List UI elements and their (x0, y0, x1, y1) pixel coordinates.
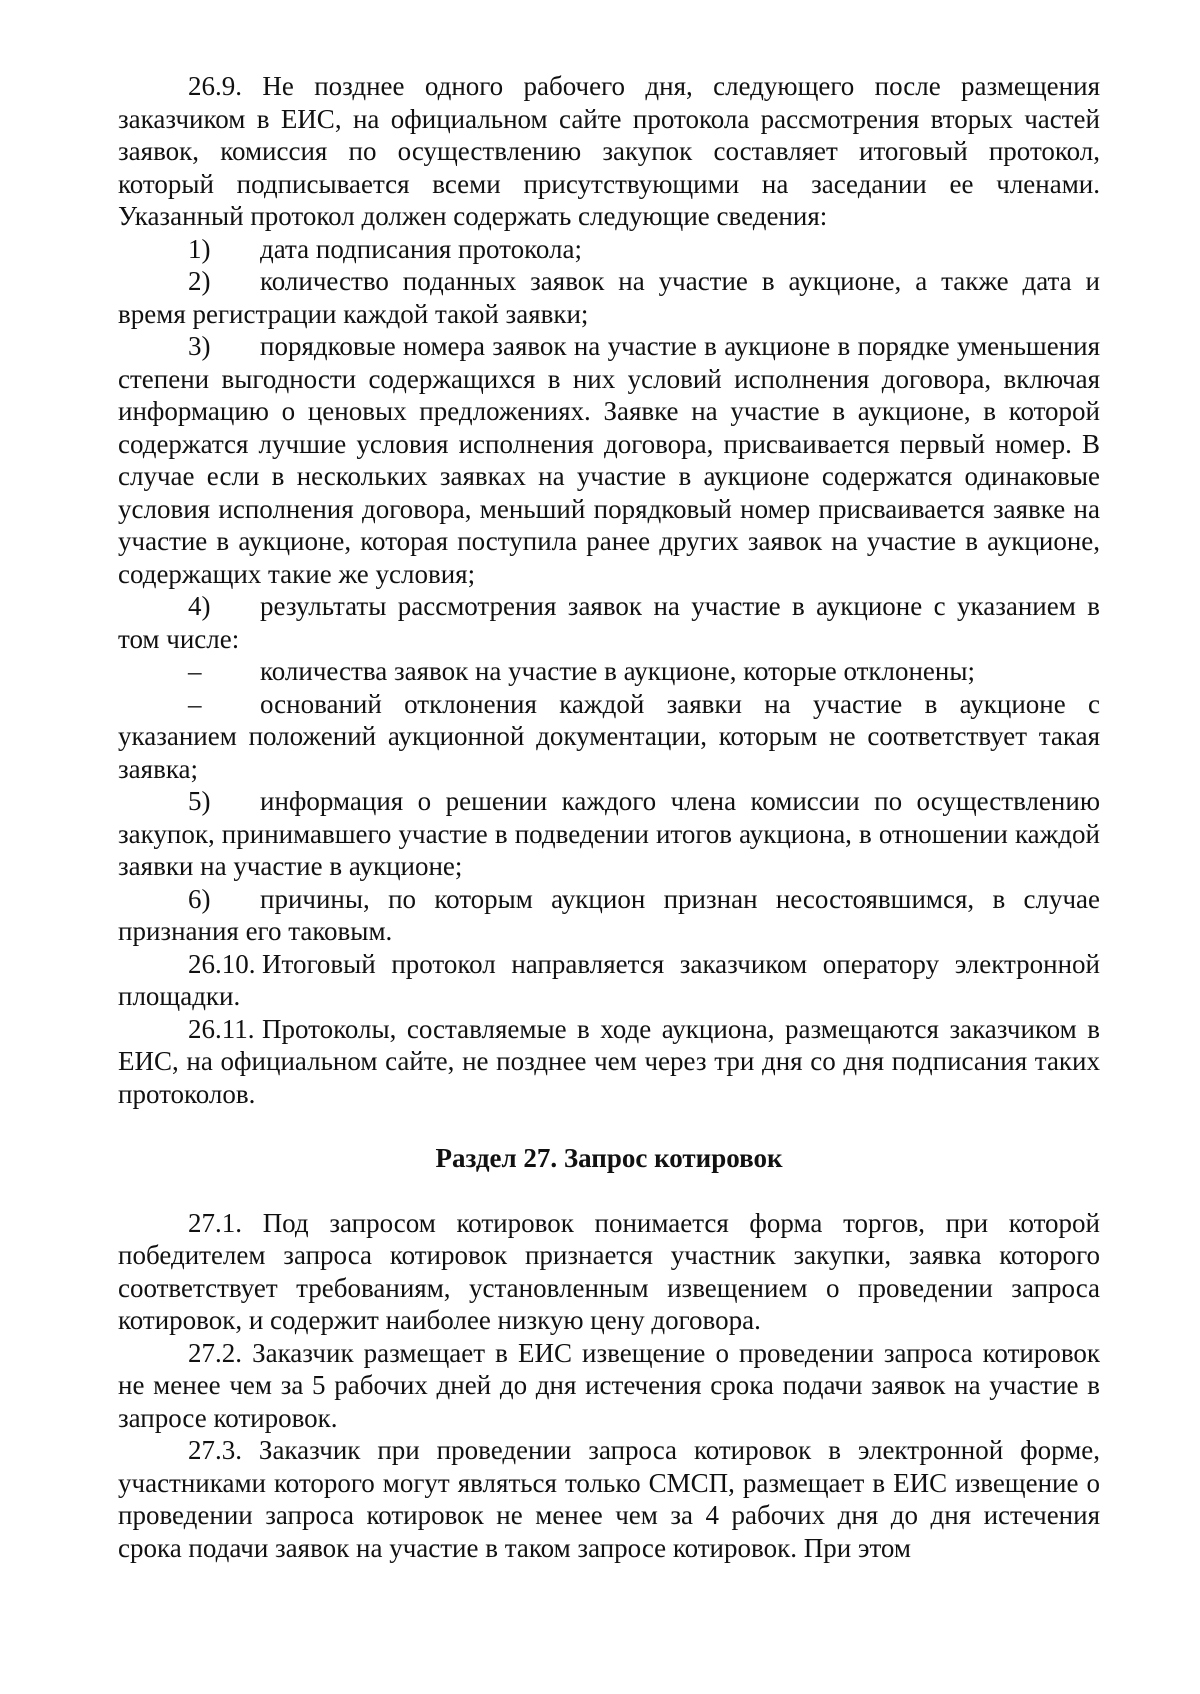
list-item-text: порядковые номера заявок на участие в аукционе в порядке уменьшения степени выгодности содержащихся в них условий исполнения договора, включая информацию о ценовых предложениях. Заявке на участие в аукционе, в которой содержатся лучшие условия исполнения договора, присваивается первый номер. В случае если в нескольких заявках на участие в аукционе содержатся одинаковые условия исполнения договора, меньший порядковый номер присваивается заявке на участие в аукционе, которая поступила ранее других заявок на участие в аукционе, содержащих такие же условия; (118, 331, 1100, 589)
list-item-text: результаты рассмотрения заявок на участие в аукционе с указанием в том числе: (118, 591, 1100, 654)
dash-item-1 (118, 655, 1100, 688)
clause-number: 26.11. (188, 1013, 255, 1044)
list-marker: 4) (188, 591, 211, 621)
dash-item-2 (118, 688, 1100, 786)
paragraph-26-9: 26.9. Не позднее одного рабочего дня, следующего после размещения заказчиком в ЕИС, на официальном сайте протокола рассмотрения вторых частей заявок, комиссия по осуществлению закупок составляет итоговый протокол, который подписывается всеми присутствующими на заседании ее членами. Указанный протокол должен содержать следующие сведения: (118, 71, 1100, 231)
clause-number: 26.10. (188, 948, 256, 979)
list-item-6 (118, 883, 1100, 948)
list-item-4 (118, 590, 1100, 655)
list-marker: 2) (188, 266, 211, 296)
dash-item-text: оснований отклонения каждой заявки на участие в аукционе с указанием положений аукционной документации, которым не соответствует такая заявка; (118, 688, 1100, 784)
dash-marker: – (188, 656, 202, 686)
dash-item-text: количества заявок на участие в аукционе, которые отклонены; (260, 656, 975, 686)
section-heading: Раздел 27. Запрос котировок (435, 1143, 783, 1173)
list-item-1 (118, 233, 1100, 266)
list-item-text: количество поданных заявок на участие в аукционе, а также дата и время регистрации каждой такой заявки; (118, 266, 1100, 329)
paragraph-27-3: 27.3. Заказчик при проведении запроса котировок в электронной форме, участниками которого могут являться только СМСП, размещает в ЕИС извещение о проведении запроса котировок не менее чем за 4 рабочих дня до дня истечения срока подачи заявок на участие в таком запросе котировок. При этом (118, 1435, 1100, 1563)
paragraph-26-11 (118, 1013, 1100, 1111)
list-marker: 5) (188, 786, 211, 816)
list-item-3 (118, 330, 1100, 590)
document-page (118, 70, 1100, 1564)
paragraph-27-2: 27.2. Заказчик размещает в ЕИС извещение о проведении запроса котировок не менее чем за 5 рабочих дней до дня истечения срока подачи заявок на участие в запросе котировок. (118, 1337, 1100, 1433)
list-marker: 1) (188, 233, 211, 264)
paragraph-26-10 (118, 948, 1100, 1013)
clause-text: Протоколы, составляемые в ходе аукциона, размещаются заказчиком в ЕИС, на официальном сайте, не позднее чем через три дня со дня подписания таких протоколов. (118, 1013, 1100, 1109)
clause-text: Итоговый протокол направляется заказчиком оператору электронной площадки. (118, 948, 1100, 1011)
list-marker: 6) (188, 883, 211, 914)
list-item-text: дата подписания протокола; (260, 233, 582, 264)
list-marker: 3) (188, 331, 211, 361)
paragraph-27-1: 27.1. Под запросом котировок понимается форма торгов, при которой победителем запроса котировок признается участник закупки, заявка которого соответствует требованиям, установленным извещением о проведении запроса котировок, и содержит наиболее низкую цену договора. (118, 1207, 1100, 1335)
dash-marker: – (188, 688, 202, 719)
list-item-5 (118, 785, 1100, 883)
list-item-2 (118, 265, 1100, 330)
list-item-text: причины, по которым аукцион признан несостоявшимся, в случае признания его таковым. (118, 883, 1100, 946)
list-item-text: информация о решении каждого члена комиссии по осуществлению закупок, принимавшего участие в подведении итогов аукциона, в отношении каждой заявки на участие в аукционе; (118, 786, 1100, 881)
